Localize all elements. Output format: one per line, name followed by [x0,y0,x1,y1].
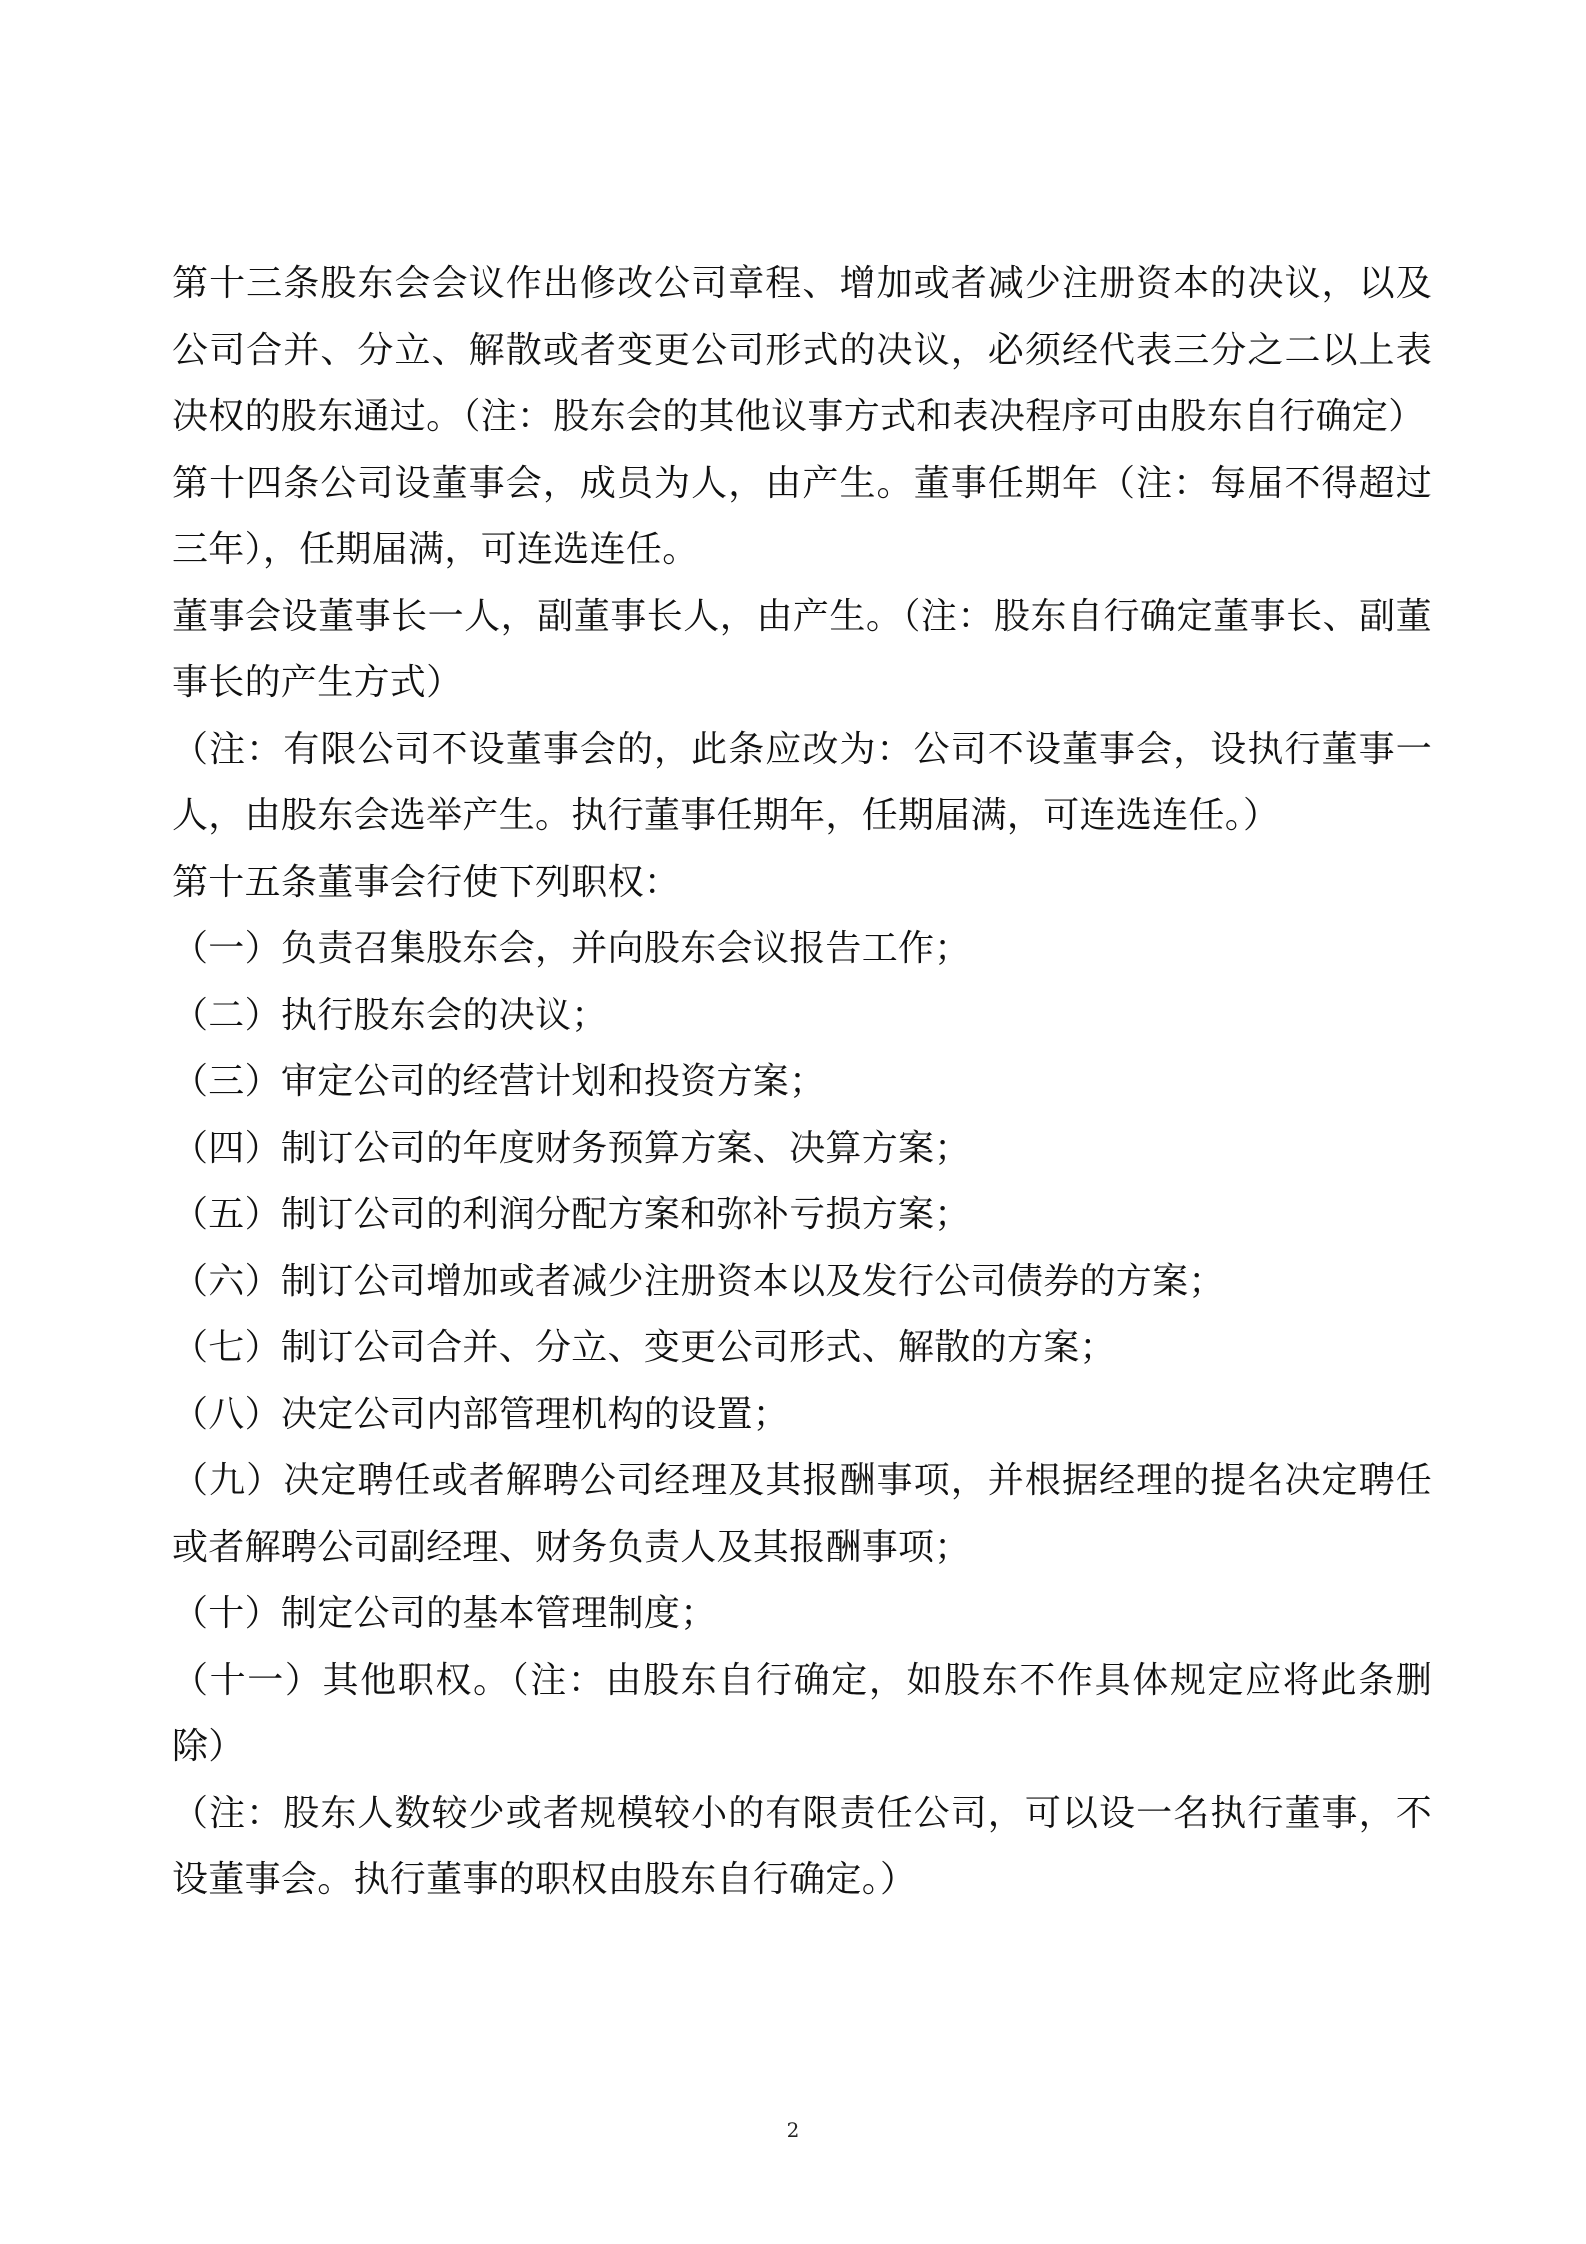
article-15-item-1: （一）负责召集股东会，并向股东会议报告工作； [172,928,971,969]
article-13: 第十三条股东会会议作出修改公司章程、增加或者减少注册资本的决议，以及公司合并、分立、解散或者变更公司形式的决议，必须经代表三分之二以上表决权的股东通过。（注：股东会的其他议事方式和表决程序可由股东自行确定） [172,263,1432,437]
page-number: 2 [786,2118,800,2142]
article-15-item-11: （十一）其他职权。（注：由股东自行确定，如股东不作具体规定应将此条删除） [172,1659,1432,1767]
article-14-note: （注：有限公司不设董事会的，此条应改为：公司不设董事会，设执行董事一人，由股东会选举产生。执行董事任期年，任期届满，可连选连任。） [172,728,1432,836]
article-15-item-4: （四）制订公司的年度财务预算方案、决算方案； [172,1127,971,1169]
article-15-item-8: （八）决定公司内部管理机构的设置； [172,1393,790,1435]
article-15-item-2: （二）执行股东会的决议； [172,994,608,1036]
article-14: 第十四条公司设董事会，成员为人，由产生。董事任期年（注：每届不得超过三年），任期届满，可连选连任。 [172,462,1432,570]
article-14-chairman: 董事会设董事长一人，副董事长人，由产生。（注：股东自行确定董事长、副董事长的产生方式） [172,595,1432,703]
article-15-item-6: （六）制订公司增加或者减少注册资本以及发行公司债券的方案； [172,1260,1225,1302]
article-15-item-7: （七）制订公司合并、分立、变更公司形式、解散的方案； [172,1327,1116,1368]
document-body [172,251,1432,1914]
article-15-note: （注：股东人数较少或者规模较小的有限责任公司，可以设一名执行董事，不设董事会。执行董事的职权由股东自行确定。） [172,1792,1432,1900]
article-15-heading: 第十五条董事会行使下列职权： [172,861,681,903]
article-15-item-3: （三）审定公司的经营计划和投资方案； [172,1061,826,1102]
article-15-item-10: （十）制定公司的基本管理制度； [172,1593,717,1634]
article-15-item-5: （五）制订公司的利润分配方案和弥补亏损方案； [172,1194,971,1235]
article-15-item-9: （九）决定聘任或者解聘公司经理及其报酬事项，并根据经理的提名决定聘任或者解聘公司副经理、财务负责人及其报酬事项； [172,1460,1432,1568]
